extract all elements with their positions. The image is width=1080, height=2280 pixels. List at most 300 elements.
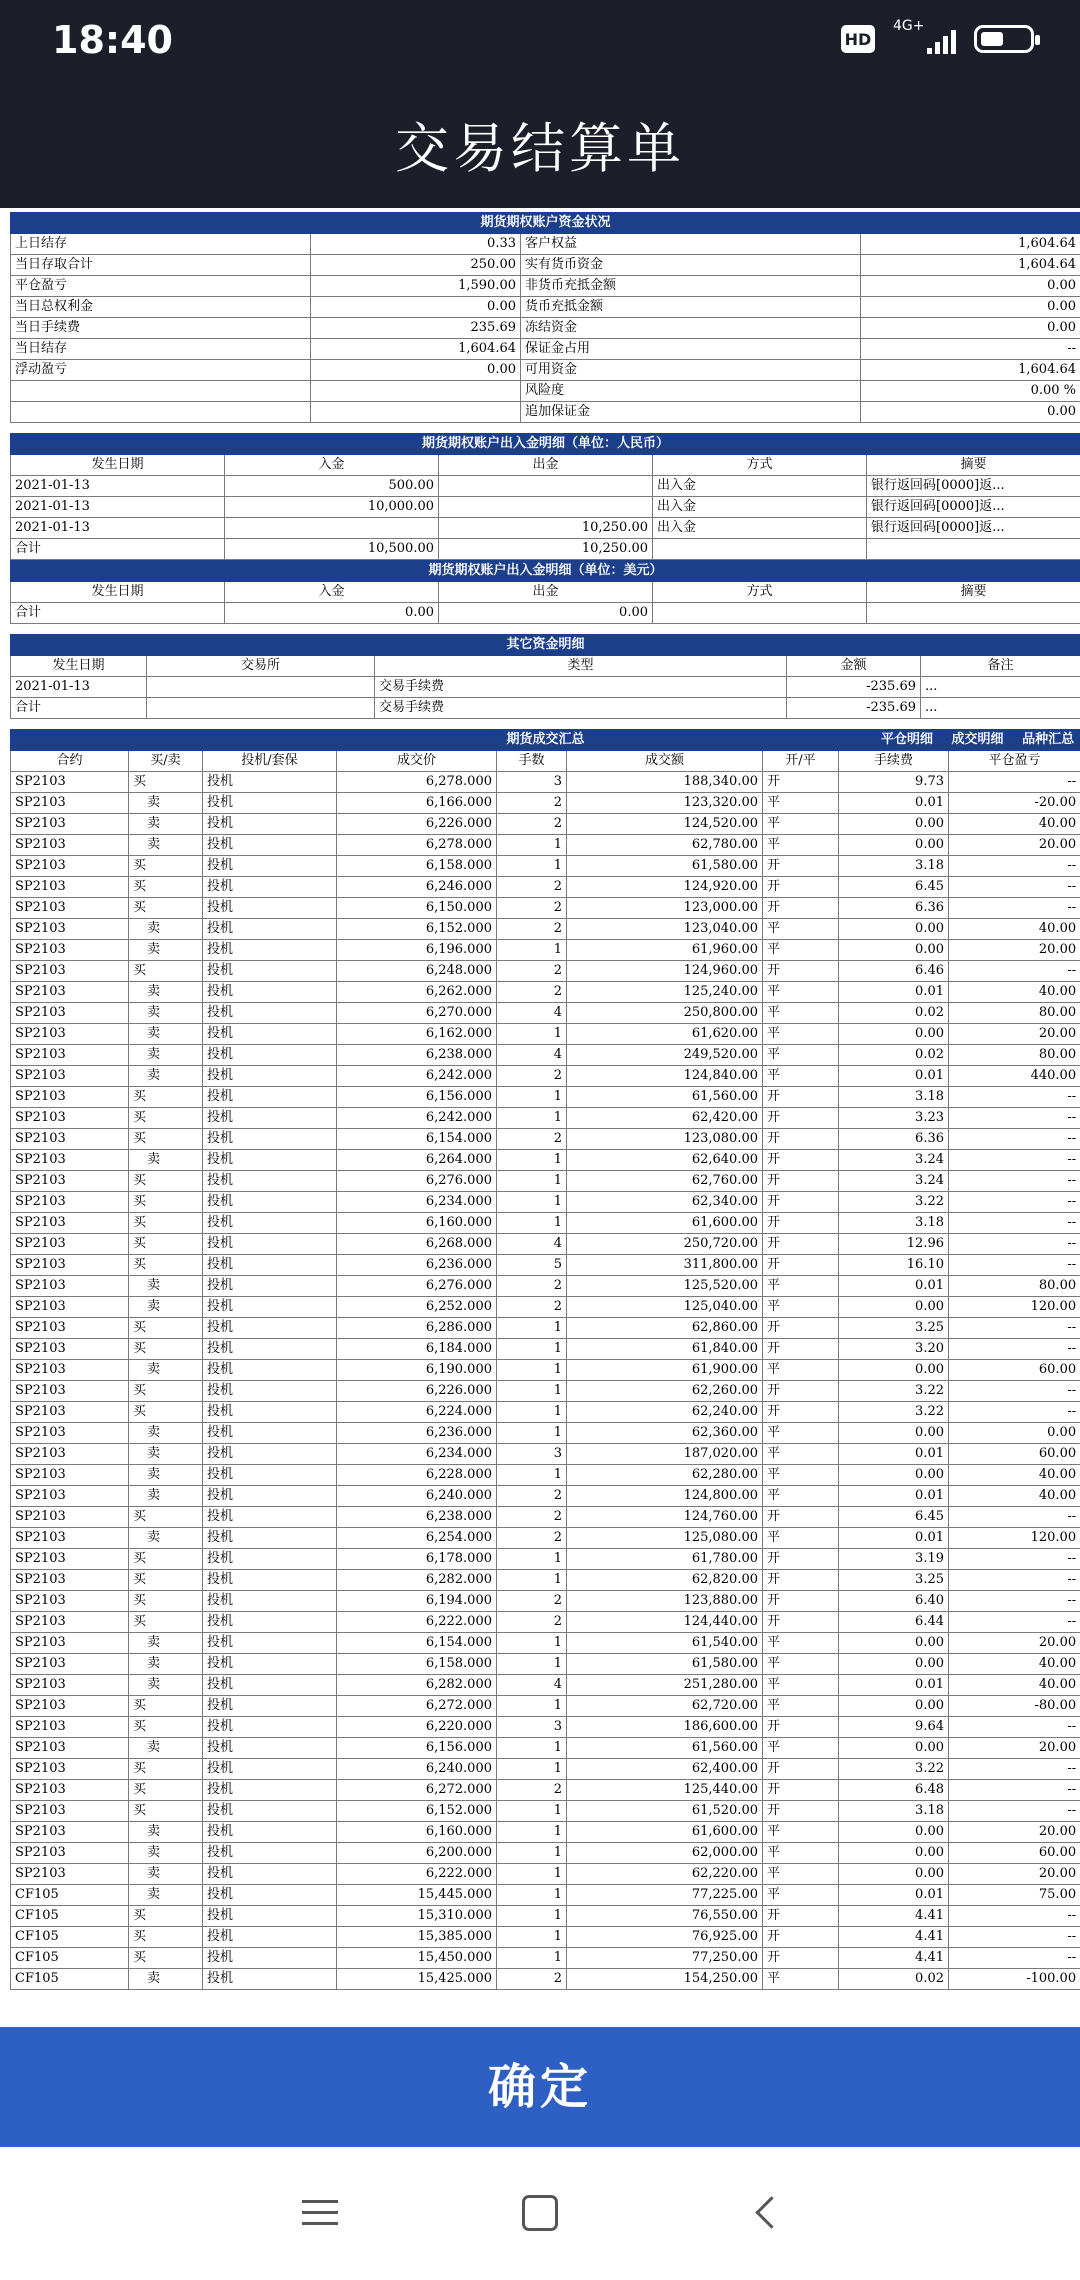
network-type-label: 4G+	[893, 18, 925, 34]
table-row	[11, 1465, 1080, 1486]
table-cell: 1	[497, 1759, 567, 1780]
table-cell: 6,228.000	[337, 1465, 497, 1486]
table-cell: SP2103	[11, 1171, 129, 1192]
table-cell: 平	[763, 1654, 839, 1675]
table-row	[11, 1675, 1080, 1696]
table-cell: 投机	[203, 1927, 337, 1948]
table-row	[11, 1024, 1080, 1045]
table-cell: 3.18	[839, 1087, 949, 1108]
table-cell: 投机	[203, 1654, 337, 1675]
table-cell: 开	[763, 1087, 839, 1108]
table-cell: 62,400.00	[567, 1759, 763, 1780]
table-cell: 卖	[129, 1675, 203, 1696]
table-cell: 2	[497, 1486, 567, 1507]
field-label: 货币充抵金额	[521, 297, 861, 318]
table-cell: 0.00	[839, 1864, 949, 1885]
table-cell	[867, 539, 1080, 560]
column-header: 发生日期	[11, 455, 225, 476]
table-cell: SP2103	[11, 1738, 129, 1759]
table-cell: 6.45	[839, 877, 949, 898]
table-cell: 2	[497, 898, 567, 919]
table-cell: 124,520.00	[567, 814, 763, 835]
table-row	[11, 1717, 1080, 1738]
table-cell: 3.25	[839, 1570, 949, 1591]
table-cell: 2	[497, 1612, 567, 1633]
other-funds-table	[10, 634, 1080, 719]
field-value: --	[861, 339, 1080, 360]
table-cell: 开	[763, 1192, 839, 1213]
table-cell: 3.23	[839, 1108, 949, 1129]
table-cell: 0.00	[839, 814, 949, 835]
table-cell: 平	[763, 1528, 839, 1549]
table-cell: 4.41	[839, 1948, 949, 1969]
table-cell: 6,282.000	[337, 1675, 497, 1696]
table-row	[11, 961, 1080, 982]
table-cell: 6,220.000	[337, 1717, 497, 1738]
table-cell: 平	[763, 1969, 839, 1990]
table-cell: SP2103	[11, 919, 129, 940]
table-cell: 平	[763, 1633, 839, 1654]
table-cell: 平	[763, 1003, 839, 1024]
table-cell: CF105	[11, 1969, 129, 1990]
table-cell: 0.00	[839, 1024, 949, 1045]
table-cell: 平	[763, 1360, 839, 1381]
table-cell: 15,445.000	[337, 1885, 497, 1906]
table-cell: 平	[763, 982, 839, 1003]
table-cell: 投机	[203, 1318, 337, 1339]
table-cell: 3.22	[839, 1192, 949, 1213]
table-cell: 62,260.00	[567, 1381, 763, 1402]
table-cell: 1	[497, 940, 567, 961]
table-cell: 开	[763, 1570, 839, 1591]
table-cell: SP2103	[11, 1843, 129, 1864]
table-cell: 0.01	[839, 1528, 949, 1549]
table-cell: 卖	[129, 1633, 203, 1654]
table-cell: 6,246.000	[337, 877, 497, 898]
table-cell: 出入金	[653, 476, 867, 497]
table-cell: --	[949, 1108, 1080, 1129]
table-row	[11, 1612, 1080, 1633]
table-cell: SP2103	[11, 1444, 129, 1465]
table-cell: 2	[497, 1297, 567, 1318]
table-cell: 20.00	[949, 1738, 1080, 1759]
table-cell: 投机	[203, 982, 337, 1003]
table-cell: 1	[497, 1927, 567, 1948]
table-cell: SP2103	[11, 877, 129, 898]
table-cell: 开	[763, 1318, 839, 1339]
table-cell: 124,920.00	[567, 877, 763, 898]
table-cell: 10,500.00	[225, 539, 439, 560]
statement-content[interactable]	[10, 212, 1080, 2027]
table-cell: 6,154.000	[337, 1129, 497, 1150]
table-row	[11, 1192, 1080, 1213]
table-cell: 120.00	[949, 1297, 1080, 1318]
table-cell: 62,220.00	[567, 1864, 763, 1885]
table-row	[11, 814, 1080, 835]
product-summary-link[interactable]: 品种汇总	[1022, 732, 1075, 747]
table-cell: 投机	[203, 1024, 337, 1045]
table-row	[11, 1864, 1080, 1885]
table-cell: 平	[763, 1822, 839, 1843]
table-cell: 6,234.000	[337, 1444, 497, 1465]
table-row	[11, 1045, 1080, 1066]
table-cell: 平	[763, 835, 839, 856]
field-value: 0.00	[861, 297, 1080, 318]
table-cell: 开	[763, 961, 839, 982]
table-row	[11, 898, 1080, 919]
table-cell: 卖	[129, 1297, 203, 1318]
table-cell: 买	[129, 1318, 203, 1339]
table-cell: 61,620.00	[567, 1024, 763, 1045]
table-cell: SP2103	[11, 1381, 129, 1402]
table-cell: 62,820.00	[567, 1570, 763, 1591]
table-cell: 0.01	[839, 1486, 949, 1507]
table-cell: 2	[497, 1528, 567, 1549]
column-header-row	[11, 455, 1080, 476]
table-cell: 6,196.000	[337, 940, 497, 961]
table-cell: SP2103	[11, 1066, 129, 1087]
table-cell: 平	[763, 1864, 839, 1885]
table-cell: 投机	[203, 1486, 337, 1507]
table-cell: -235.69	[787, 677, 921, 698]
table-cell: SP2103	[11, 1192, 129, 1213]
table-cell: 平	[763, 1444, 839, 1465]
table-cell: 61,580.00	[567, 1654, 763, 1675]
table-cell: 62,760.00	[567, 1171, 763, 1192]
table-cell: 投机	[203, 961, 337, 982]
table-cell: 1	[497, 1087, 567, 1108]
table-cell: --	[949, 1255, 1080, 1276]
table-row	[11, 1360, 1080, 1381]
table-cell: 3.24	[839, 1150, 949, 1171]
table-cell: 3.20	[839, 1339, 949, 1360]
table-cell: 6,270.000	[337, 1003, 497, 1024]
table-cell: 61,560.00	[567, 1738, 763, 1759]
table-cell: SP2103	[11, 1549, 129, 1570]
table-cell: SP2103	[11, 1675, 129, 1696]
table-cell: SP2103	[11, 1339, 129, 1360]
table-cell: -80.00	[949, 1696, 1080, 1717]
table-cell: 投机	[203, 1528, 337, 1549]
field-label: 实有货币资金	[521, 255, 861, 276]
field-label	[11, 381, 311, 402]
table-cell: 投机	[203, 919, 337, 940]
table-cell: 投机	[203, 1801, 337, 1822]
table-cell: 6,184.000	[337, 1339, 497, 1360]
table-cell: 62,340.00	[567, 1192, 763, 1213]
column-header: 方式	[653, 455, 867, 476]
table-cell: 80.00	[949, 1045, 1080, 1066]
table-cell: 平	[763, 814, 839, 835]
table-cell: 买	[129, 1402, 203, 1423]
table-cell: 4	[497, 1045, 567, 1066]
field-value	[311, 381, 521, 402]
column-header: 开/平	[763, 751, 839, 772]
column-header: 手数	[497, 751, 567, 772]
table-cell: 开	[763, 1612, 839, 1633]
table-cell: SP2103	[11, 1612, 129, 1633]
battery-icon	[974, 25, 1034, 53]
table-cell: 买	[129, 1948, 203, 1969]
confirm-button[interactable]: 确定	[0, 2027, 1080, 2147]
table-cell: 80.00	[949, 1003, 1080, 1024]
table-cell: 2	[497, 919, 567, 940]
table-row	[11, 1108, 1080, 1129]
table-cell: 出入金	[653, 497, 867, 518]
table-cell: 卖	[129, 982, 203, 1003]
status-bar	[0, 0, 1080, 90]
table-cell: 投机	[203, 1360, 337, 1381]
table-cell: 12.96	[839, 1234, 949, 1255]
column-header: 类型	[375, 656, 787, 677]
table-cell: 15,385.000	[337, 1927, 497, 1948]
table-cell: SP2103	[11, 1108, 129, 1129]
table-row	[11, 497, 1080, 518]
table-cell: 开	[763, 1780, 839, 1801]
table-cell: 6,238.000	[337, 1045, 497, 1066]
table-cell: --	[949, 1906, 1080, 1927]
table-cell: 卖	[129, 835, 203, 856]
menu-icon[interactable]	[300, 2193, 340, 2233]
table-cell: 123,040.00	[567, 919, 763, 940]
column-header: 入金	[225, 582, 439, 603]
table-cell: 投机	[203, 772, 337, 793]
table-cell: 1	[497, 1570, 567, 1591]
table-cell: 买	[129, 1696, 203, 1717]
table-cell: --	[949, 1339, 1080, 1360]
table-cell: 卖	[129, 1738, 203, 1759]
table-cell: 买	[129, 1507, 203, 1528]
table-cell: 250,720.00	[567, 1234, 763, 1255]
table-cell: 买	[129, 1255, 203, 1276]
table-cell: 123,320.00	[567, 793, 763, 814]
table-cell: 3.22	[839, 1381, 949, 1402]
table-cell: SP2103	[11, 1822, 129, 1843]
table-cell: --	[949, 1801, 1080, 1822]
table-cell: 15,310.000	[337, 1906, 497, 1927]
table-cell: 61,840.00	[567, 1339, 763, 1360]
table-cell: 开	[763, 1381, 839, 1402]
column-header: 摘要	[867, 455, 1080, 476]
table-cell: 251,280.00	[567, 1675, 763, 1696]
table-cell: 6,152.000	[337, 1801, 497, 1822]
field-label: 当日存取合计	[11, 255, 311, 276]
table-cell: 6,238.000	[337, 1507, 497, 1528]
table-cell: SP2103	[11, 940, 129, 961]
table-cell: 投机	[203, 1717, 337, 1738]
table-cell: SP2103	[11, 856, 129, 877]
table-row	[11, 1801, 1080, 1822]
table-cell: 银行返回码[0000]返...	[867, 497, 1080, 518]
table-cell: 10,000.00	[225, 497, 439, 518]
table-cell: 61,560.00	[567, 1087, 763, 1108]
table-cell: 20.00	[949, 940, 1080, 961]
table-cell: CF105	[11, 1927, 129, 1948]
table-cell: 买	[129, 1234, 203, 1255]
table-cell: 投机	[203, 1612, 337, 1633]
table-cell: SP2103	[11, 793, 129, 814]
table-row	[11, 698, 1080, 719]
table-cell: 1	[497, 1108, 567, 1129]
table-cell: 61,780.00	[567, 1549, 763, 1570]
table-row	[11, 1255, 1080, 1276]
table-cell: 0.01	[839, 1066, 949, 1087]
table-cell: 投机	[203, 1045, 337, 1066]
table-cell: 投机	[203, 1297, 337, 1318]
table-cell: 62,360.00	[567, 1423, 763, 1444]
table-cell: 6.46	[839, 961, 949, 982]
table-cell: 0.00	[839, 1822, 949, 1843]
table-cell: 0.00	[949, 1423, 1080, 1444]
table-cell: 123,880.00	[567, 1591, 763, 1612]
field-value: 250.00	[311, 255, 521, 276]
field-value: 1,604.64	[861, 234, 1080, 255]
column-header: 发生日期	[11, 582, 225, 603]
table-cell: 10,250.00	[439, 518, 653, 539]
table-row	[11, 1150, 1080, 1171]
field-value	[311, 402, 521, 423]
table-cell: 买	[129, 1108, 203, 1129]
status-time: 18:40	[52, 18, 173, 62]
table-cell: 卖	[129, 1843, 203, 1864]
table-cell: SP2103	[11, 1213, 129, 1234]
table-cell: 62,720.00	[567, 1696, 763, 1717]
table-cell: 卖	[129, 1423, 203, 1444]
table-cell: 投机	[203, 856, 337, 877]
table-row	[11, 1444, 1080, 1465]
table-cell: 0.00	[839, 835, 949, 856]
table-cell: 2	[497, 1591, 567, 1612]
table-cell: 开	[763, 1591, 839, 1612]
table-cell: 开	[763, 1906, 839, 1927]
cny-flow-title: 期货期权账户出入金明细（单位：人民币）	[11, 434, 1080, 455]
table-cell: 2	[497, 1066, 567, 1087]
table-row	[11, 1423, 1080, 1444]
table-cell: 0.00	[839, 1423, 949, 1444]
table-cell: 0.02	[839, 1003, 949, 1024]
table-cell: 77,225.00	[567, 1885, 763, 1906]
table-cell: --	[949, 1381, 1080, 1402]
table-cell: 3.22	[839, 1402, 949, 1423]
table-cell: 买	[129, 1549, 203, 1570]
table-cell: 1	[497, 1381, 567, 1402]
table-cell: 平	[763, 1885, 839, 1906]
table-cell: CF105	[11, 1885, 129, 1906]
table-row	[11, 919, 1080, 940]
table-cell	[147, 677, 375, 698]
table-cell: 1	[497, 1549, 567, 1570]
table-cell: 买	[129, 1192, 203, 1213]
table-row	[11, 1171, 1080, 1192]
table-cell: 投机	[203, 1129, 337, 1150]
trade-detail-link[interactable]: 成交明细	[951, 732, 1004, 747]
table-cell: 6,262.000	[337, 982, 497, 1003]
table-cell: 62,240.00	[567, 1402, 763, 1423]
table-cell: 40.00	[949, 1654, 1080, 1675]
table-row	[11, 1843, 1080, 1864]
table-cell: 40.00	[949, 982, 1080, 1003]
table-cell: SP2103	[11, 1360, 129, 1381]
account-status-row	[11, 339, 1080, 360]
table-cell: 开	[763, 898, 839, 919]
table-cell: 3	[497, 1444, 567, 1465]
table-cell	[225, 518, 439, 539]
table-cell: 投机	[203, 1864, 337, 1885]
account-status-row	[11, 360, 1080, 381]
column-header: 发生日期	[11, 656, 147, 677]
field-label: 当日结存	[11, 339, 311, 360]
table-cell: 开	[763, 877, 839, 898]
table-cell: CF105	[11, 1948, 129, 1969]
account-status-row	[11, 318, 1080, 339]
table-cell: 6,178.000	[337, 1549, 497, 1570]
table-row	[11, 1318, 1080, 1339]
column-header: 交易所	[147, 656, 375, 677]
table-cell: 40.00	[949, 1486, 1080, 1507]
table-cell: 1	[497, 1906, 567, 1927]
table-cell: 开	[763, 772, 839, 793]
table-cell: 0.01	[839, 1885, 949, 1906]
table-cell: 2	[497, 814, 567, 835]
table-cell: SP2103	[11, 898, 129, 919]
table-cell: 投机	[203, 1759, 337, 1780]
table-row	[11, 982, 1080, 1003]
table-cell: 2	[497, 1507, 567, 1528]
table-cell: 6,276.000	[337, 1276, 497, 1297]
table-cell: 6,240.000	[337, 1486, 497, 1507]
table-cell: --	[949, 1318, 1080, 1339]
table-cell: 投机	[203, 1255, 337, 1276]
table-cell: 开	[763, 1759, 839, 1780]
table-cell: 76,925.00	[567, 1927, 763, 1948]
table-cell: 投机	[203, 1822, 337, 1843]
table-cell	[867, 603, 1080, 624]
column-header: 摘要	[867, 582, 1080, 603]
table-cell: SP2103	[11, 1591, 129, 1612]
column-header: 出金	[439, 455, 653, 476]
table-cell: --	[949, 1570, 1080, 1591]
table-cell: 买	[129, 1927, 203, 1948]
table-cell: 62,000.00	[567, 1843, 763, 1864]
close-detail-link[interactable]: 平仓明细	[881, 732, 934, 747]
table-cell: 平	[763, 1024, 839, 1045]
table-cell: 4	[497, 1675, 567, 1696]
table-cell: 6,166.000	[337, 793, 497, 814]
table-cell: 40.00	[949, 814, 1080, 835]
table-cell: --	[949, 1780, 1080, 1801]
table-cell: 买	[129, 772, 203, 793]
field-label: 非货币充抵金额	[521, 276, 861, 297]
table-cell: 2	[497, 1129, 567, 1150]
table-cell	[147, 698, 375, 719]
table-cell: 买	[129, 1381, 203, 1402]
table-cell: --	[949, 1192, 1080, 1213]
back-icon[interactable]	[748, 2193, 788, 2233]
table-row	[11, 1591, 1080, 1612]
account-status-row	[11, 276, 1080, 297]
table-cell: 平	[763, 1045, 839, 1066]
table-cell: 125,040.00	[567, 1297, 763, 1318]
table-cell: 投机	[203, 1906, 337, 1927]
table-cell: SP2103	[11, 1045, 129, 1066]
table-cell: 76,550.00	[567, 1906, 763, 1927]
table-cell: 20.00	[949, 1822, 1080, 1843]
table-cell: 投机	[203, 1066, 337, 1087]
table-cell: 1	[497, 1360, 567, 1381]
table-cell: 平	[763, 919, 839, 940]
table-cell: 买	[129, 1801, 203, 1822]
home-icon[interactable]	[520, 2193, 560, 2233]
